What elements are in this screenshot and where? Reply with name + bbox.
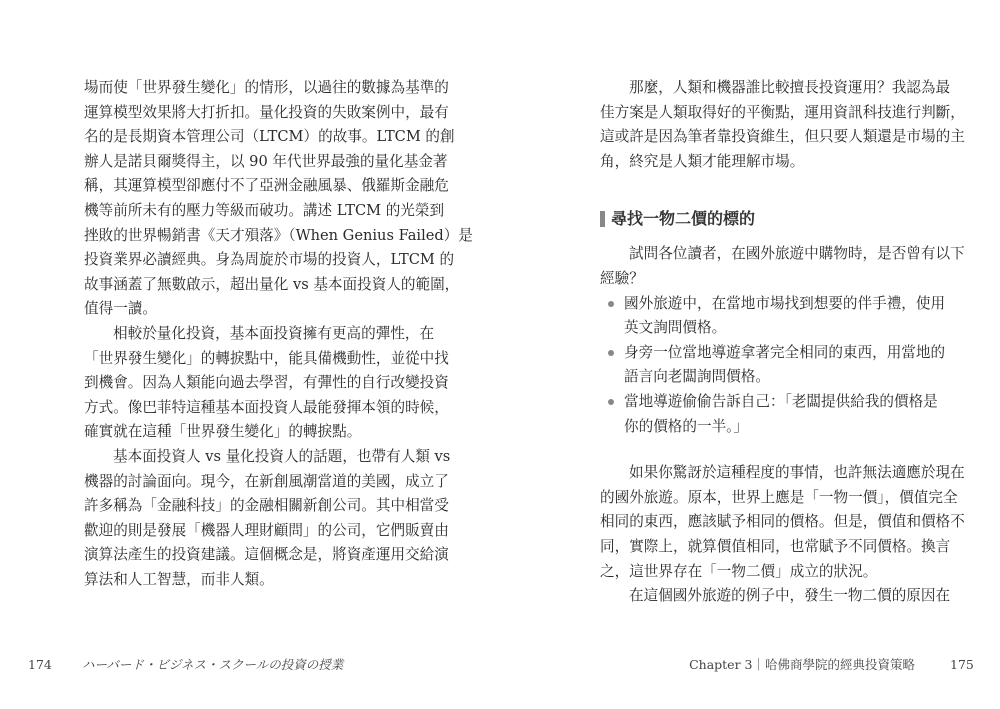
text-line: 歡迎的則是發展「機器人理財顧問」的公司，它們販賣由 [84, 521, 449, 539]
running-head-book-title: ハーバード・ビジネス・スクールの投資の授業 [82, 657, 344, 672]
text-line: 運算模型效果將大打折扣。量化投資的失敗案例中，最有 [84, 103, 449, 121]
text-line: 當地導遊偷偷告訴自己：「老闆提供給我的價格是 [624, 392, 938, 410]
right-page-number: 175 [950, 657, 974, 672]
bullet-dot-icon [608, 350, 614, 356]
text-line: 確實就在這種「世界發生變化」的轉捩點。 [84, 423, 362, 441]
section-heading [600, 196, 915, 242]
text-line: 身旁一位當地導遊拿著完全相同的東西，用當地的 [624, 343, 946, 361]
text-line: 英文詢問價格。 [624, 319, 727, 337]
text-line: 相同的東西，應該賦予相同的價格。但是，價值和價格不 [600, 513, 965, 531]
text-line: 這或許是因為筆者靠投資維生，但只要人類還是市場的主 [600, 128, 965, 146]
text-line: 的國外旅遊。原本，世界上應是「一物一價」，價值完全 [600, 488, 958, 506]
text-line: 如果你驚訝於這種程度的事情，也許無法適應於現在 [629, 464, 965, 482]
question-paragraph [600, 242, 965, 291]
text-line: 同，實際上，就算價值相同，也常賦予不同價格。換言 [600, 537, 951, 555]
text-line: 值得一讀。 [84, 300, 157, 318]
right-page [600, 76, 965, 609]
text-line: 那麼，人類和機器誰比較擅長投資運用？我認為最 [629, 79, 951, 96]
text-line: 挫敗的世界暢銷書《天才殞落》（When Genius Failed）是 [84, 226, 473, 244]
text-line: 稱，其運算模型卻應付不了亞洲金融風暴、俄羅斯金融危 [84, 177, 449, 195]
text-line: 場而使「世界發生變化」的情形，以過往的數據為基準的 [84, 79, 449, 96]
text-line: 相較於量化投資，基本面投資擁有更高的彈性，在 [113, 324, 435, 342]
text-line: 經驗？ [600, 269, 644, 287]
paragraph [84, 322, 449, 445]
paragraph [600, 584, 951, 609]
bullet-dot-icon [608, 301, 614, 307]
text-line: 投資業界必讀經典。身為周旋於市場的投資人，LTCM 的 [84, 251, 455, 269]
left-page-number: 174 [28, 657, 52, 672]
heading-marker-icon [600, 211, 605, 227]
text-line: 故事涵蓋了無數啟示，超出量化 vs 基本面投資人的範圍， [84, 275, 460, 293]
bullet-item [600, 292, 946, 341]
paragraph [84, 76, 473, 322]
paragraph [84, 445, 451, 593]
text-line: 演算法產生的投資建議。這個概念是，將資產運用交給演 [84, 546, 449, 564]
bullet-item [600, 341, 946, 390]
text-line: 機器的討論面向。現今，在新創風潮當道的美國，成立了 [84, 472, 449, 490]
intro-paragraph [600, 76, 965, 174]
text-line: 試問各位讀者，在國外旅遊中購物時，是否曾有以下 [629, 245, 965, 263]
text-line: 到機會。因為人類能向過去學習，有彈性的自行改變投資 [84, 374, 449, 392]
text-line: 「世界發生變化」的轉捩點中，能具備機動性，並從中找 [84, 349, 449, 367]
text-line: 你的價格的一半。」 [624, 417, 749, 435]
running-head-chapter: Chapter 3｜哈佛商學院的經典投資策略 [689, 657, 915, 672]
text-line: 佳方案是人類取得好的平衡點，運用資訊科技進行判斷， [600, 103, 965, 121]
text-line: 方式。像巴菲特這種基本面投資人最能發揮本領的時候， [84, 398, 449, 416]
text-line: 許多稱為「金融科技」的金融相關新創公司。其中相當受 [84, 497, 449, 515]
text-line: 基本面投資人 vs 量化投資人的話題，也帶有人類 vs [113, 447, 451, 465]
text-line: 語言向老闆詢問價格。 [624, 368, 770, 386]
text-line: 名的是長期資本管理公司（LTCM）的故事。LTCM 的創 [84, 128, 455, 146]
text-line: 角，終究是人類才能理解市場。 [600, 152, 805, 170]
bullet-item [600, 390, 938, 439]
text-line: 國外旅遊中，在當地市場找到想要的伴手禮，使用 [624, 294, 946, 312]
paragraph [600, 461, 965, 584]
paragraph-gap [600, 439, 915, 461]
text-line: 之，這世界存在「一物二價」成立的狀況。 [600, 562, 878, 580]
text-line: 在這個國外旅遊的例子中，發生一物二價的原因在 [629, 587, 951, 605]
bullet-dot-icon [608, 399, 614, 405]
text-line: 機等前所未有的壓力等級而破功。講述 LTCM 的光榮到 [84, 201, 445, 219]
section-gap [600, 174, 915, 196]
text-line: 算法和人工智慧，而非人類。 [84, 570, 274, 588]
text-line: 辦人是諾貝爾獎得主，以 90 年代世界最強的量化基金著 [84, 152, 448, 170]
left-page [84, 76, 473, 592]
section-heading-text: 尋找一物二價的標的 [611, 209, 756, 229]
